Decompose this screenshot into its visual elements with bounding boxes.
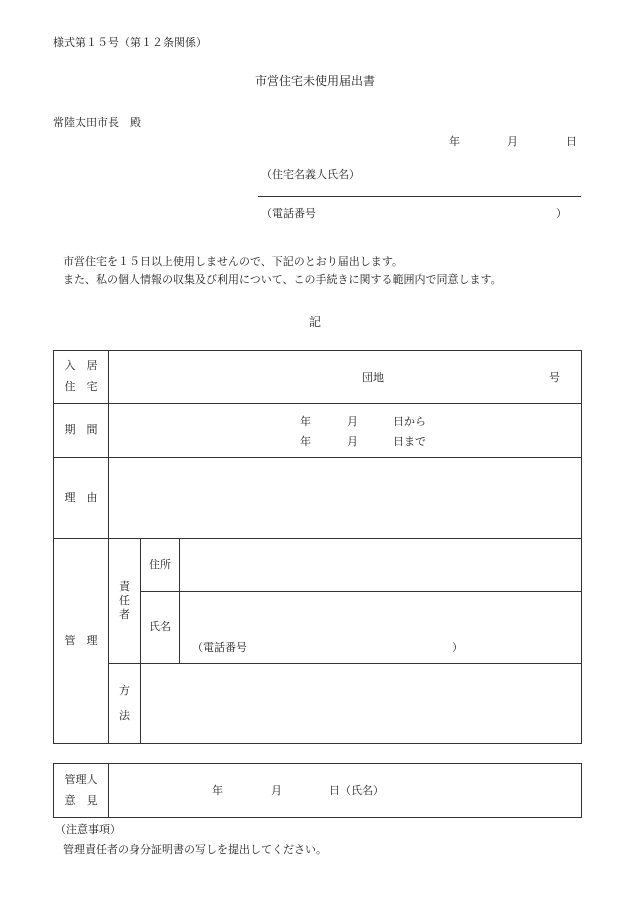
danchi-label: 団地 <box>362 371 384 384</box>
applicant-name-line <box>258 196 581 197</box>
period-row <box>54 404 582 458</box>
applicant-phone-close: ） <box>556 207 567 220</box>
applicant-name-label: （住宅名義人氏名） <box>261 168 360 181</box>
method-label-cell <box>109 664 141 744</box>
period-to-month: 月 <box>347 435 358 448</box>
manager-input-cell[interactable] <box>109 764 582 818</box>
reason-label: 理 由 <box>54 458 109 539</box>
management-label: 管 理 <box>54 539 109 744</box>
notes-line-1: 管理責任者の身分証明書の写しを提出してください。 <box>63 843 327 856</box>
period-input-cell[interactable] <box>109 404 582 458</box>
residence-row <box>54 351 582 404</box>
go-label: 号 <box>549 371 560 384</box>
period-to-year: 年 <box>300 435 311 448</box>
main-form-table <box>53 350 582 744</box>
manager-label-2: 意 見 <box>64 793 98 807</box>
name-input-cell[interactable] <box>180 592 582 664</box>
reason-row <box>54 458 582 539</box>
period-label: 期 間 <box>54 404 109 458</box>
manager-label-1: 管理人 <box>64 772 98 786</box>
manager-day-name: 日（氏名） <box>329 784 384 797</box>
date-day-label: 日 <box>566 135 577 148</box>
manager-phone-label: （電話番号 <box>192 641 247 654</box>
management-method-row <box>54 664 582 744</box>
body-line-2: また、私の個人情報の収集及び利用について、この手続きに関する範囲内で同意します。 <box>63 273 502 286</box>
residence-label-1: 入 居 <box>64 359 98 373</box>
address-input-cell[interactable] <box>180 539 582 592</box>
addressee: 常陸太田市長 殿 <box>53 116 141 129</box>
manager-opinion-table <box>53 763 582 818</box>
responsible-char-1: 責 <box>119 580 130 594</box>
date-month-label: 月 <box>507 135 518 148</box>
address-label: 住所 <box>141 539 180 592</box>
body-line-1: 市営住宅を１５日以上使用しませんので、下記のとおり届出します。 <box>63 255 403 268</box>
period-from-month: 月 <box>347 415 358 428</box>
reason-input-cell[interactable] <box>109 458 582 539</box>
date-year-label: 年 <box>449 135 460 148</box>
management-address-row <box>54 539 582 592</box>
notes-heading: （注意事項） <box>55 823 121 836</box>
manager-month: 月 <box>271 784 282 797</box>
manager-label-cell <box>54 764 109 818</box>
manager-opinion-row <box>54 764 582 818</box>
responsible-char-2: 任 <box>119 594 130 608</box>
page-title: 市営住宅未使用届出書 <box>254 74 375 88</box>
period-from-year: 年 <box>300 415 311 428</box>
name-label: 氏名 <box>141 592 180 664</box>
method-char-2: 法 <box>119 708 130 722</box>
method-input-cell[interactable] <box>141 664 582 744</box>
applicant-phone-label: （電話番号 <box>261 207 316 220</box>
period-from-day: 日から <box>393 415 426 428</box>
responsible-char-3: 者 <box>119 607 130 621</box>
residence-label-2: 住 宅 <box>64 380 98 393</box>
residence-input-cell[interactable] <box>109 351 582 404</box>
method-char-1: 方 <box>119 684 130 698</box>
manager-phone-close: ） <box>452 641 463 654</box>
manager-year: 年 <box>212 784 223 797</box>
residence-label-cell <box>54 351 109 404</box>
responsible-label-cell <box>109 539 141 664</box>
period-to-day: 日まで <box>393 435 426 448</box>
ki-heading: 記 <box>308 315 321 329</box>
form-number: 様式第１５号（第１２条関係） <box>53 36 207 49</box>
